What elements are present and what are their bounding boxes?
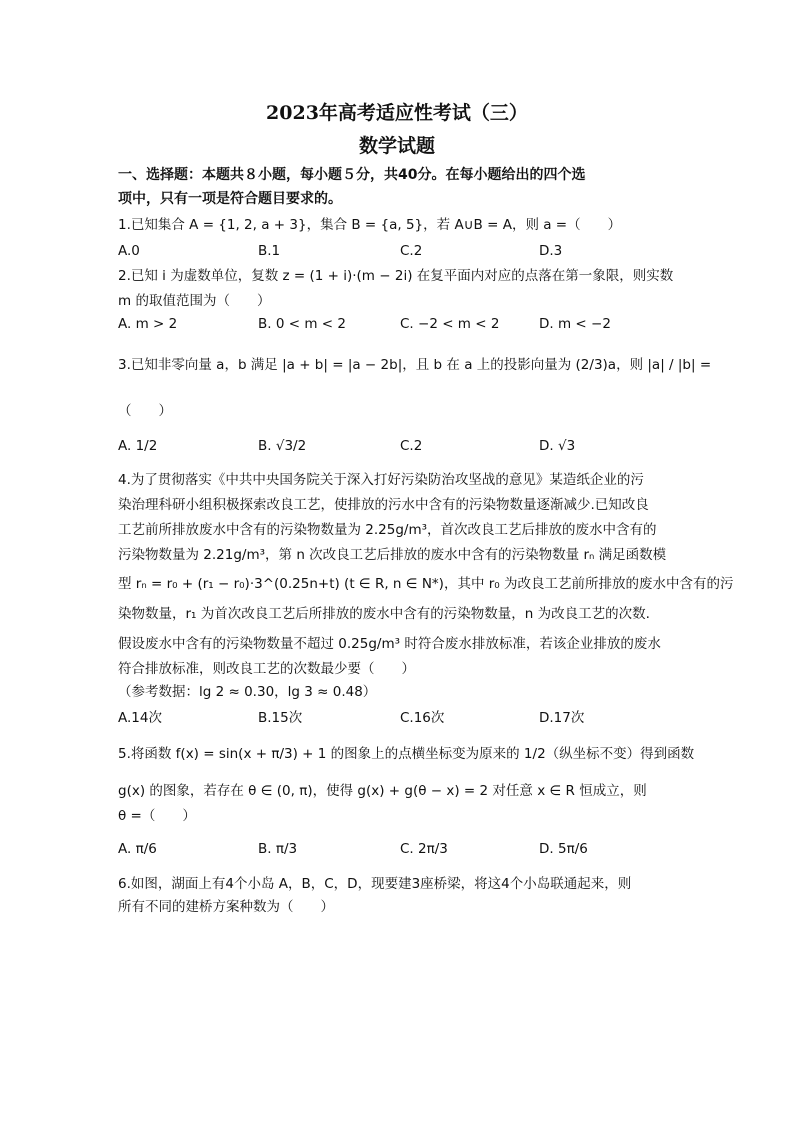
q4-stem-line5: 型 rₙ = r₀ + (r₁ − r₀)·3^(0.25n+t) (t ∈ R, n ∈ N*)，其中 r₀ 为改良工艺前所排放的废水中含有的污: [118, 576, 734, 592]
q5-option-d: D. 5π/6: [539, 841, 588, 857]
q4-stem-line6: 染物数量，r₁ 为首次改良工艺后所排放的废水中含有的污染物数量，n 为改良工艺的次数.: [118, 606, 650, 622]
q1-option-b: B.1: [258, 243, 281, 259]
q4-stem-line3: 工艺前所排放废水中含有的污染物数量为 2.25g/m³，首次改良工艺后排放的废水中含有的: [118, 522, 657, 538]
q4-option-a: A.14次: [118, 710, 162, 726]
q4-stem-line7: 假设废水中含有的污染物数量不超过 0.25g/m³ 时符合废水排放标准，若该企业排放的废水: [118, 636, 661, 652]
q4-stem-line4: 污染物数量为 2.21g/m³，第 n 次改良工艺后排放的废水中含有的污染物数量 rₙ 满足函数模: [118, 547, 667, 563]
q4-option-b: B.15次: [258, 710, 303, 726]
q4-option-c: C.16次: [400, 710, 445, 726]
q2-option-a: A. m > 2: [118, 316, 178, 332]
q6-stem-line1: 6.如图，湖面上有4个小岛 A，B，C，D，现要建3座桥梁，将这4个小岛联通起来，则: [118, 876, 632, 892]
exam-title: 2023年高考适应性考试（三）: [266, 102, 528, 124]
q5-option-c: C. 2π/3: [400, 841, 448, 857]
q5-option-a: A. π/6: [118, 841, 157, 857]
q5-stem-line1: 5.将函数 f(x) = sin(x + π/3) + 1 的图象上的点横坐标变为原来的 1/2（纵坐标不变）得到函数: [118, 746, 695, 762]
q4-reference-data: （参考数据：lg 2 ≈ 0.30，lg 3 ≈ 0.48）: [118, 684, 377, 700]
q3-option-c: C.2: [400, 438, 423, 454]
q3-option-a: A. 1/2: [118, 438, 158, 454]
q1-option-d: D.3: [539, 243, 563, 259]
q3-stem-line2: （ ）: [118, 403, 172, 419]
q5-stem-line3: θ =（ ）: [118, 808, 196, 824]
q3-stem-line1: 3.已知非零向量 a，b 满足 |a + b| = |a − 2b|，且 b 在 a 上的投影向量为 (2/3)a，则 |a| / |b| =: [118, 357, 712, 373]
section-heading-line1: 一、选择题：本题共８小题，每小题５分，共40分。在每小题给出的四个选: [118, 167, 586, 183]
q1-option-c: C.2: [400, 243, 423, 259]
q1-option-a: A.0: [118, 243, 140, 259]
q4-stem-line8: 符合排放标准，则改良工艺的次数最少要（ ）: [118, 661, 415, 677]
q2-stem-line1: 2.已知 i 为虚数单位，复数 z = (1 + i)·(m − 2i) 在复平面内对应的点落在第一象限，则实数: [118, 268, 674, 284]
section-heading-line2: 项中，只有一项是符合题目要求的。: [118, 191, 342, 207]
q2-option-c: C. −2 < m < 2: [400, 316, 500, 332]
q2-option-b: B. 0 < m < 2: [258, 316, 346, 332]
q5-option-b: B. π/3: [258, 841, 298, 857]
q4-stem-line1: 4.为了贯彻落实《中共中央国务院关于深入打好污染防治攻坚战的意见》某造纸企业的污: [118, 472, 644, 488]
q3-option-b: B. √3/2: [258, 438, 307, 454]
q3-option-d: D. √3: [539, 438, 576, 454]
q4-stem-line2: 染治理科研小组积极探索改良工艺，使排放的污水中含有的污染物数量逐渐减少.已知改良: [118, 497, 649, 513]
q6-stem-line2: 所有不同的建桥方案种数为（ ）: [118, 899, 334, 915]
q5-stem-line2: g(x) 的图象，若存在 θ ∈ (0, π)，使得 g(x) + g(θ − x) = 2 对任意 x ∈ R 恒成立，则: [118, 783, 647, 799]
exam-subtitle: 数学试题: [358, 135, 435, 157]
q2-option-d: D. m < −2: [539, 316, 611, 332]
q1-stem: 1.已知集合 A = {1, 2, a + 3}，集合 B = {a, 5}，若 A∪B = A，则 a =（ ）: [118, 217, 622, 233]
q2-stem-line2: m 的取值范围为（ ）: [118, 293, 271, 309]
q4-option-d: D.17次: [539, 710, 585, 726]
